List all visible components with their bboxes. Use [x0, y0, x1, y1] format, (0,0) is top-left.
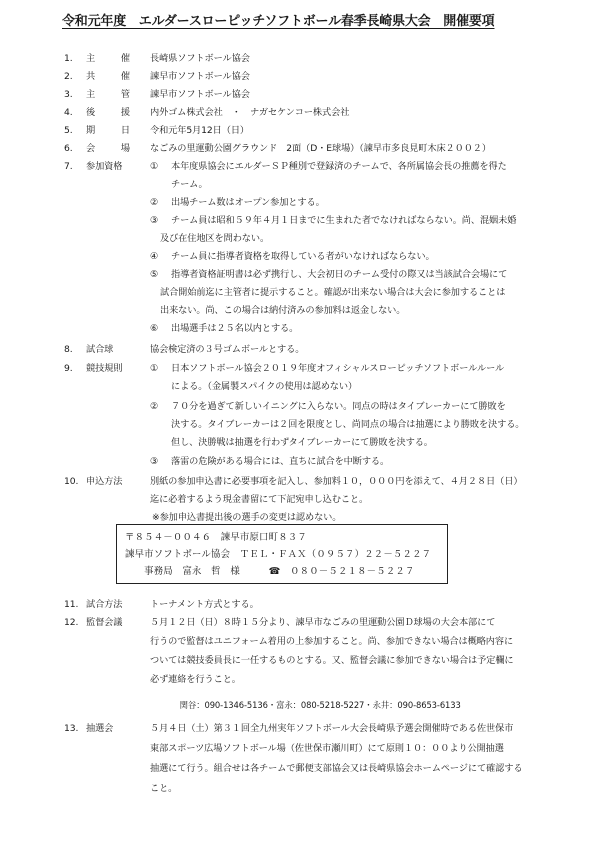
list-text: チーム員は昭和５９年４月１日までに生まれた者でなければならない。尚、混姻未婚 [171, 215, 517, 226]
list-marker: ⑥ [150, 323, 159, 334]
list-marker: ④ [150, 251, 159, 262]
item-value: こと。 [150, 783, 178, 794]
item-number: 5. [64, 125, 73, 136]
item-value: ついては競技委員長に一任するものとする。又、監督会議に参加できない場合は予定欄に [150, 655, 514, 666]
item-value: ５月１２日（日）８時１５分より、諫早市なごみの里運動公園Ｄ球場の大会本部にて [150, 617, 496, 628]
item-value: 諫早市ソフトボール協会 [150, 89, 250, 100]
item-label: 抽選会 [86, 723, 114, 734]
item-number: 2. [64, 71, 73, 82]
document-title: 令和元年度 エルダースローピッチソフトボール春季長崎県大会 開催要項 [62, 14, 495, 29]
list-marker: ③ [150, 456, 159, 467]
item-number: 4. [64, 107, 73, 118]
item-number: 10. [64, 476, 79, 487]
list-text: 指導者資格証明書は必ず携行し、大会初日のチーム受付の際又は当該試合会場にて [171, 269, 508, 280]
item-label: 競技規則 [86, 363, 123, 374]
item-label: 会 場 [86, 143, 130, 154]
item-value: 協会検定済の３号ゴムボールとする。 [150, 344, 305, 355]
item-label: 監督会議 [86, 617, 123, 628]
item-label: 参加資格 [86, 161, 123, 172]
list-text: 出場チーム数はオープン参加とする。 [171, 197, 325, 208]
list-marker: ② [150, 401, 159, 412]
list-text: ７０分を過ぎて新しいイニングに入らない。同点の時はタイブレーカーにて勝敗を [171, 401, 506, 412]
list-text: 本年度県協会にエルダーＳＰ種別で登録済のチームで、各所属協会長の推薦を得た [171, 161, 507, 172]
item-value: 必ず連絡を行うこと。 [150, 674, 241, 685]
list-marker: ⑤ [150, 269, 159, 280]
note-text: ※参加申込書提出後の選手の変更は認めない。 [152, 512, 342, 523]
item-value: 長崎県ソフトボール協会 [150, 53, 250, 64]
list-marker: ② [150, 197, 159, 208]
list-text: 但し、決勝戦は抽選を行わずタイブレーカーにて勝敗を決する。 [171, 437, 433, 448]
item-label: 共 催 [86, 71, 130, 82]
item-number: 12. [64, 617, 79, 628]
item-value: 東部スポーツ広場ソフトボール場（佐世保市瀬川町）にて原則１０：００より公開抽選 [150, 743, 504, 754]
item-label: 試合球 [86, 344, 114, 355]
item-number: 6. [64, 143, 73, 154]
item-value: 抽選にて行う。組合せは各チームで郵便支部協会又は長崎県協会ホームページにて確認する [150, 763, 523, 774]
list-text: 日本ソフトボール協会２０１９年度オフィシャルスローピッチソフトボールルール [171, 363, 505, 374]
item-number: 13. [64, 723, 79, 734]
item-number: 11. [64, 599, 79, 610]
contact-phone: 諫早市ソフトボール協会 ＴＥＬ・ＦＡＸ（０９５７）２２－５２２７ [125, 549, 432, 560]
item-value: 別紙の参加申込書に必要事項を記入し、参加料１０，０００円を添えて、４月２８日（日） [150, 476, 523, 487]
contact-person: 事務局 富永 哲 様 ☎ ０８０－５２１８－５２２７ [125, 566, 415, 577]
contact-box [116, 524, 448, 584]
list-text: 出来ない。尚、この場合は納付済みの参加料は返金しない。 [160, 305, 406, 316]
item-number: 3. [64, 89, 73, 100]
item-value: 令和元年5月12日（日） [150, 125, 250, 136]
item-value: 行うので監督はユニフォーム着用の上参加すること。尚、参加できない場合は概略内容に [150, 636, 514, 647]
list-text: による。（金属製スパイクの使用は認めない） [171, 381, 358, 392]
contact-address: 〒８５４－００４６ 諫早市原口町８３７ [125, 532, 307, 543]
item-value: ５月４日（土）第３１回全九州実年ソフトボール大会長崎県予選会開催時である佐世保市 [150, 723, 514, 734]
list-text: 落雷の危険がある場合には、直ちに試合を中断する。 [171, 456, 390, 467]
phone-list: 関谷：090-1346-5136・富永：080-5218-5227・永井：090-8653-6133 [130, 700, 461, 710]
list-text: 出場選手は２５名以内とする。 [171, 323, 299, 334]
item-value: 内外ゴム株式会社 ・ ナガセケンコー株式会社 [150, 107, 350, 118]
item-number: 1. [64, 53, 73, 64]
item-label: 期 日 [86, 125, 130, 136]
item-label: 試合方法 [86, 599, 123, 610]
item-label: 申込方法 [86, 476, 123, 487]
list-marker: ① [150, 161, 159, 172]
item-value: なごみの里運動公園グラウンド 2面（D・E球場）（諫早市多良見町木床２００２） [150, 143, 491, 154]
item-label: 後 援 [86, 107, 130, 118]
item-number: 7. [64, 161, 73, 172]
list-marker: ③ [150, 215, 159, 226]
list-text: 決する。タイブレーカーは２回を限度とし、尚同点の場合は抽選により勝敗を決する。 [171, 419, 525, 430]
list-marker: ① [150, 363, 159, 374]
list-text: チーム員に指導者資格を取得している者がいなければならない。 [171, 251, 435, 262]
list-text: チーム。 [171, 179, 208, 190]
item-number: 9. [64, 363, 73, 374]
list-text: 及び在住地区を問わない。 [160, 233, 270, 244]
item-label: 主 管 [86, 89, 130, 100]
item-label: 主 催 [86, 53, 130, 64]
item-number: 8. [64, 344, 73, 355]
item-value: 迄に必着するよう現金書留にて下記宛申し込むこと。 [150, 494, 369, 505]
item-value: トーナメント方式とする。 [150, 599, 259, 610]
list-text: 試合開始前迄に主管者に提示すること。確認が出来ない場合は大会に参加することは [160, 287, 506, 298]
item-value: 諫早市ソフトボール協会 [150, 71, 250, 82]
